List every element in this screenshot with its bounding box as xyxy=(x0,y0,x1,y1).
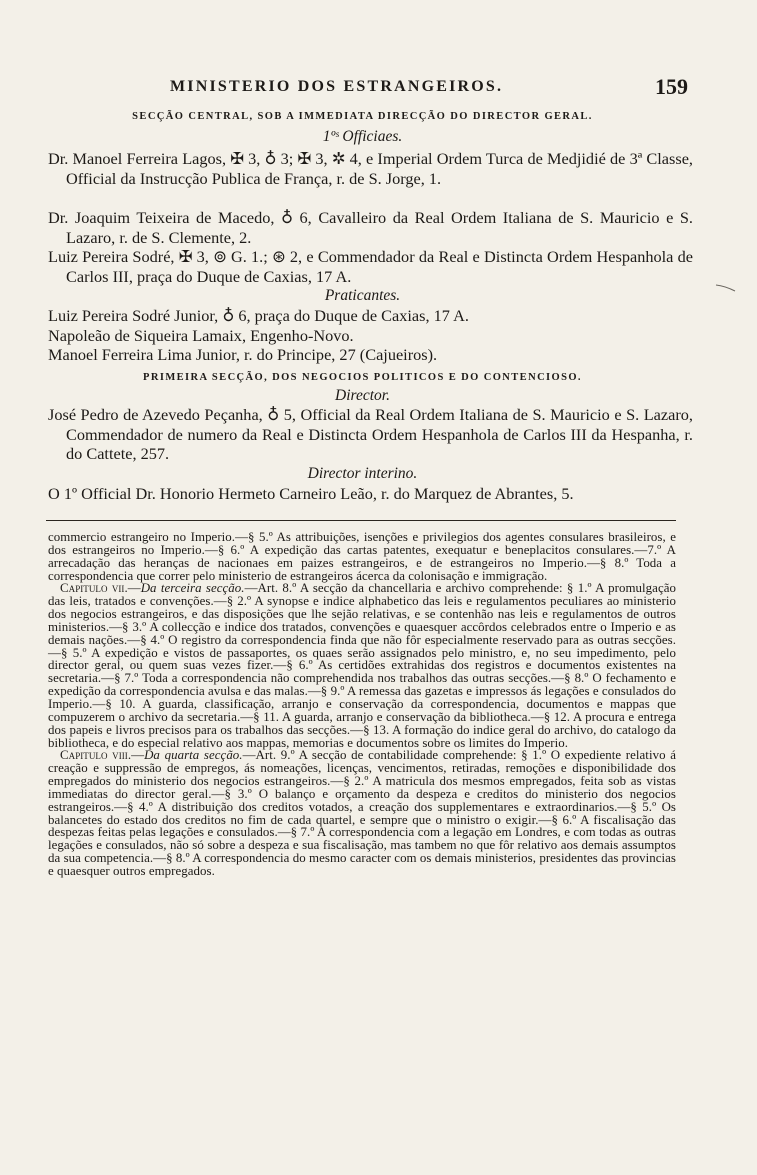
praticante-entry-2: Napoleão de Siqueira Lamaix, Engenho-Novo. xyxy=(48,326,354,345)
director-entry: José Pedro de Azevedo Peçanha, ♁ 5, Official da Real Ordem Italiana de S. Mauricio e S. Lazaro, Commendador de numero da Real e Distincta Ordem Hespanhola de Carlos III da Hespanha, r. do Cattete, 257. xyxy=(48,405,693,464)
praticantes-heading: Praticantes. xyxy=(324,287,401,304)
praticante-entry-3: Manoel Ferreira Lima Junior, r. do Principe, 27 (Cajueiros). xyxy=(48,345,438,364)
interim-entry: O 1º Official Dr. Honorio Hermeto Carneiro Leão, r. do Marquez de Abrantes, 5. xyxy=(48,484,574,503)
section-title: SECÇÃO CENTRAL, SOB A IMMEDIATA DIRECÇÃO DO DIRECTOR GERAL. xyxy=(132,111,593,122)
footnote-intro: commercio estrangeiro no Imperio.—§ 5.º As attribuições, isenções e privilegios dos agentes consulares brasileiros, e dos estrangeiros no Imperio.—§ 6.º A expedição das cartas patentes, exequatur e beneplacitos consulares.—7.º A arrecadação das heranças de nacionaes em paizes estrangeiros, e de estrangeiros no Imperio.—§ 8.º Toda a correspondencia que correr pelo ministerio de estrangeiros ácerca da colonisação e immigração. xyxy=(48,530,676,583)
chapter-7-body: —Art. 8.º A secção da chancellaria e archivo comprehende: § 1.º A promulgação das leis, tratados e convenções.—§ 2.º A synopse e indice alphabetico das leis e regulamentos peculiares ao ministerio dos negocios estrangeiros, e das disposições que lhe sejão relativas, e se contenhão nas leis e regulamentos de outros ministerios.—§ 3.º A collecção e indice dos tratados, convenções e quaesquer accôrdos celebrados entre o Imperio e as demais nações.—§ 4.º O registro da correspondencia finda que não fôr especialmente reservado para as outras secções.—§ 5.º A expedição e vistos de passaportes, os quaes serão assignados pelo ministro, e, no seu impedimento, pelo director geral, ou quem suas vezes fizer.—§ 6.º As certidões extrahidas dos registros e documentos existentes na secretaria.—§ 7.º Toda a correspondencia não comprehendida nos trabalhos das outras secções.—§ 8.º O fechamento e expedição da correspondencia avulsa e das malas.—§ 9.º A remessa das gazetas e impressos ás legações e consulados do Imperio.—§ 10. A guarda, classificação, arranjo e conservação da correspondencia, documentos e mappas que compuzerem o archivo da secretaria.—§ 11. A guarda, arranjo e conservação da bibliotheca.—§ 12. A procura e entrega dos papeis e livros precisos para os trabalhos das secções.—§ 13. A formação do indice geral do archivo, do catalogo da bibliotheca, e do especial relativo aos mappas, memorias e documentos sobre os limites do Imperio. xyxy=(48,581,676,750)
chapter-8: Capitulo viii.—Da quarta secção.—Art. 9.º A secção de contabilidade comprehende: § 1.º O expediente relativo á creação e suppressão de empregos, ás nomeações, licenças, vencimentos, retiradas, remoções e disponibilidade dos empregados do ministerio dos negocios estrangeiros.—§ 2.º A matricula dos mesmos empregados, feita sob as vistas immediatas do director geral.—§ 3.º O balanço e orçamento da despeza e creditos do ministerio dos negocios estrangeiros.—§ 4.º A distribuição dos creditos votados, a creação dos supplementares e extraordinarios.—§ 5.º Os balancetes do estado dos creditos no fim de cada quartel, e sempre que o ministro o exigir.—§ 6.º A fiscalisação das despezas feitas pelas legações e consulados.—§ 7.º A correspondencia com a legação em Londres, e com todas as outras legações e consulados, não só sobre a despeza e sua fiscalisação, mas tambem no que fôr relativo aos demais assumptos da sua competencia.—§ 8.º A correspondencia do mesmo caracter com os demais ministerios, presidentes das provincias e quaesquer outros empregados. xyxy=(48,748,676,878)
running-title: MINISTERIO DOS ESTRANGEIROS. xyxy=(170,78,504,95)
chapter-8-title: Da quarta secção. xyxy=(144,748,243,763)
chapter-7-label: Capitulo vii. xyxy=(60,581,128,596)
director-heading: Director. xyxy=(335,387,390,404)
chapter-8-body: —Art. 9.º A secção de contabilidade comprehende: § 1.º O expediente relativo á creação e suppressão de empregos, ás nomeações, licenças, vencimentos, retiradas, remoções e disponibilidade dos empregados do ministerio dos negocios estrangeiros.—§ 2.º A matricula dos mesmos empregados, feita sob as vistas immediatas do director geral.—§ 3.º O balanço e orçamento da despeza e creditos do ministerio dos negocios estrangeiros.—§ 4.º A distribuição dos creditos votados, a creação dos supplementares e extraordinarios.—§ 5.º Os balancetes do estado dos creditos no fim de cada quartel, e sempre que o ministro o exigir.—§ 6.º A fiscalisação das despezas feitas pelas legações e consulados.—§ 7.º A correspondencia com a legação em Londres, e com todas as outras legações e consulados, não só sobre a despeza e sua fiscalisação, mas tambem no que fôr relativo aos demais assumptos da sua competencia.—§ 8.º A correspondencia do mesmo caracter com os demais ministerios, presidentes das provincias e quaesquer outros empregados. xyxy=(48,748,676,878)
footnote-block xyxy=(48,531,676,878)
praticante-entry-1: Luiz Pereira Sodré Junior, ♁ 6, praça do Duque de Caxias, 17 A. xyxy=(48,306,469,325)
interim-heading: Director interino. xyxy=(307,465,418,482)
page-header xyxy=(40,74,690,104)
official-entry-3: Luiz Pereira Sodré, ✠ 3, ⊚ G. 1.; ⊛ 2, e Commendador da Real e Distincta Ordem Hespanhola de Carlos III, praça do Duque de Caxias, 17 A. xyxy=(48,247,693,286)
chapter-7-title: Da terceira secção. xyxy=(140,581,245,596)
first-section-title: PRIMEIRA SECÇÃO, DOS NEGOCIOS POLITICOS E DO CONTENCIOSO. xyxy=(143,372,582,383)
official-entry-2: Dr. Joaquim Teixeira de Macedo, ♁ 6, Cavalleiro da Real Ordem Italiana de S. Mauricio e S. Lazaro, r. de S. Clemente, 2. xyxy=(48,208,693,247)
official-entry-1: Dr. Manoel Ferreira Lagos, ✠ 3, ♁ 3; ✠ 3, ✲ 4, e Imperial Ordem Turca de Medjidié de 3ª Classe, Official da Instrucção Publica de França, r. de S. Jorge, 1. xyxy=(48,149,693,188)
footnote-rule xyxy=(46,520,676,521)
officials-heading: 1ºˢ Officiaes. xyxy=(322,128,403,145)
page-number: 159 xyxy=(655,74,688,99)
margin-pencil-mark xyxy=(715,283,737,293)
chapter-7: Capitulo vii.—Da terceira secção.—Art. 8.º A secção da chancellaria e archivo comprehende: § 1.º A promulgação das leis, tratados e convenções.—§ 2.º A synopse e indice alphabetico das leis e regulamentos peculiares ao ministerio dos negocios estrangeiros, e das disposições que lhe sejão relativas, e se contenhão nas leis e regulamentos de outros ministerios.—§ 3.º A collecção e indice dos tratados, convenções e quaesquer accôrdos celebrados entre o Imperio e as demais nações.—§ 4.º O registro da correspondencia finda que não fôr especialmente reservado para as outras secções.—§ 5.º A expedição e vistos de passaportes, os quaes serão assignados pelo ministro, e, no seu impedimento, pelo director geral, ou quem suas vezes fizer.—§ 6.º As certidões extrahidas dos registros e documentos existentes na secretaria.—§ 7.º Toda a correspondencia não comprehendida nos trabalhos das outras secções.—§ 8.º O fechamento e expedição da correspondencia avulsa e das malas.—§ 9.º A remessa das gazetas e impressos ás legações e consulados do Imperio.—§ 10. A guarda, classificação, arranjo e conservação da correspondencia, documentos e mappas que compuzerem o archivo da secretaria.—§ 11. A guarda, arranjo e conservação da bibliotheca.—§ 12. A procura e entrega dos papeis e livros precisos para os trabalhos das secções.—§ 13. A formação do indice geral do archivo, do catalogo da bibliotheca, e do especial relativo aos mappas, memorias e documentos sobre os limites do Imperio. xyxy=(48,581,676,750)
chapter-8-label: Capitulo viii. xyxy=(60,748,132,763)
